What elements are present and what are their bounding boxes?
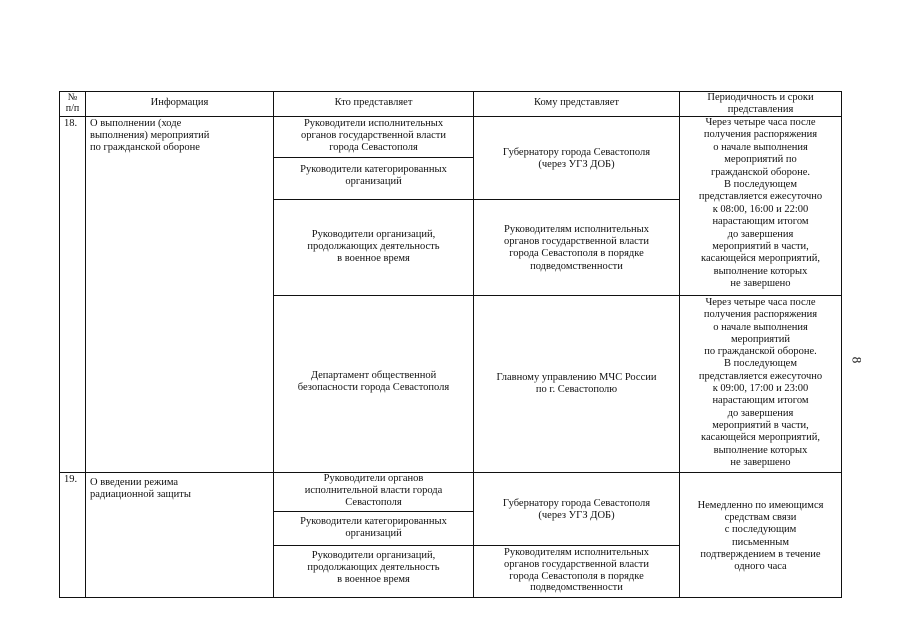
to-whom-cell: Руководителям исполнительных органов государственной власти города Севастополя в порядке подведомственности — [504, 224, 649, 272]
who-to-divider — [273, 199, 679, 200]
col-line-0 — [59, 91, 60, 597]
who-to-period-divider — [273, 295, 841, 296]
header-info: Информация — [150, 97, 209, 108]
period-cell: Через четыре часа после получения распоряжения о начале выполнения мероприятий по гражданской обороне. В последующем представляется ежесуточно к 08:00, 16:00 и 22:00 нарастающим итогом до завершения мероприятий в части, касающейся мероприятий, выполнение которых не завершено — [698, 117, 823, 290]
row-number: 18. — [64, 118, 78, 129]
who-divider — [273, 157, 473, 158]
table-border-bottom — [59, 597, 842, 598]
info-cell: О выполнении (ходе выполнения) мероприятий по гражданской обороне — [90, 118, 210, 154]
col-line-1 — [85, 91, 86, 597]
who-cell: Департамент общественной безопасности города Севастополя — [297, 370, 450, 394]
page-number: 8 — [849, 356, 865, 364]
period-cell: Немедленно по имеющимся средствам связи с последующим письменным подтверждением в течение одного часа — [697, 500, 824, 573]
to-whom-cell: Руководителям исполнительных органов государственной власти города Севастополя в порядке подведомственности — [504, 547, 649, 594]
to-whom-cell: Губернатору города Севастополя (через УГЗ ДОБ) — [502, 498, 651, 522]
header-period: Периодичность и сроки представления — [707, 92, 814, 115]
to-whom-cell: Губернатору города Севастополя (через УГЗ ДОБ) — [502, 147, 651, 171]
header-num: № п/п — [65, 92, 80, 114]
who-cell: Руководители исполнительных органов государственной власти города Севастополя — [301, 118, 446, 154]
who-cell: Руководители категорированных организаций — [300, 516, 447, 540]
who-to-divider — [273, 545, 679, 546]
to-whom-cell: Главному управлению МЧС России по г. Севастополю — [496, 372, 657, 396]
who-divider — [273, 511, 473, 512]
info-cell: О введении режима радиационной защиты — [90, 477, 191, 501]
who-cell: Руководители организаций, продолжающих деятельность в военное время — [307, 550, 440, 586]
who-cell: Руководители категорированных организаций — [300, 164, 447, 188]
header-to-whom: Кому представляет — [534, 97, 619, 108]
col-line-5 — [841, 91, 842, 597]
who-cell: Руководители организаций, продолжающих деятельность в военное время — [307, 229, 440, 265]
row-number: 19. — [64, 474, 78, 485]
period-cell: Через четыре часа после получения распоряжения о начале выполнения мероприятий по гражданской обороне. В последующем представляется ежесуточно к 09:00, 17:00 и 23:00 нарастающим итогом до завершения мероприятий в части, касающейся мероприятий, выполнение которых не завершено — [698, 297, 823, 468]
who-cell: Руководители органов исполнительной власти города Севастополя — [304, 473, 443, 508]
header-who: Кто представляет — [334, 97, 413, 108]
